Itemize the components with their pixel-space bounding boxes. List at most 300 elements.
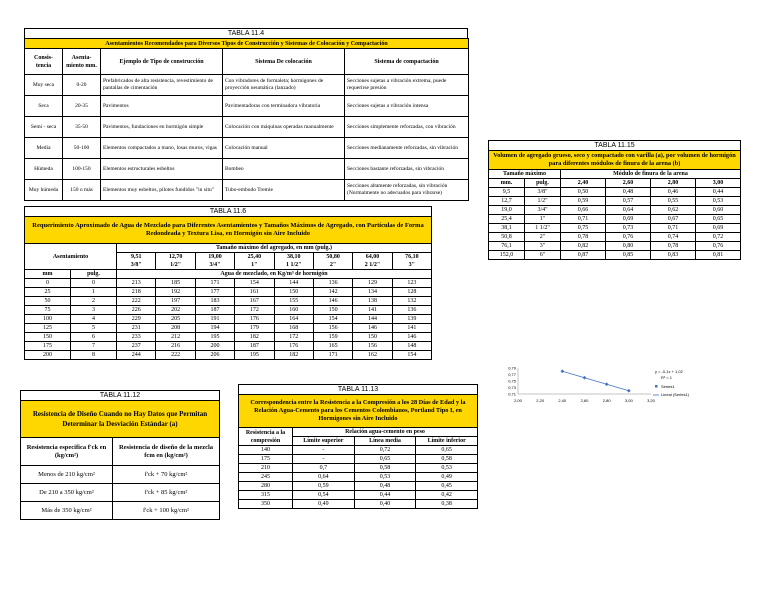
table-cell: Pavimentos, fundaciones en hormigón simple: [101, 117, 223, 138]
table-row: [25, 180, 469, 201]
table-cell: Prefabricados de alta resistencia, revestimiento de pantallas de cimentación: [101, 75, 223, 96]
table-cell: 226: [117, 306, 156, 315]
table-row: [25, 75, 469, 96]
table-cell: 206: [195, 351, 234, 360]
table-caption: TABLA 11.12: [20, 390, 220, 400]
table-cell: 171: [313, 351, 352, 360]
table-cell: f'ck + 100 kg/cm²: [113, 502, 220, 520]
y-tick-label: 0,77: [508, 372, 516, 377]
trendline-r2: R² = 1: [661, 375, 673, 380]
data-point: [583, 376, 587, 380]
table-cell: 146: [353, 324, 392, 333]
table-cell: 208: [156, 324, 195, 333]
table-cell: 1/2": [525, 197, 561, 206]
table-title: Asentamientos Recomendados para Diversos Tipos de Construcción y Sistemas de Colocación y Compactación: [25, 39, 469, 49]
table-cell: 194: [195, 324, 234, 333]
table-cell: 0,58: [416, 455, 478, 464]
table-cell: 3": [525, 242, 561, 251]
table-cell: 0,7: [293, 464, 355, 473]
table-row: [21, 466, 220, 484]
table-cell: 245: [239, 473, 293, 482]
table-cell: 0,59: [561, 197, 606, 206]
table-cell: 9,5: [489, 188, 525, 197]
table-cell: 1 1/2": [525, 224, 561, 233]
table-cell: 0,44: [696, 188, 741, 197]
table-cell: 0,54: [293, 491, 355, 500]
table-cell: 159: [313, 333, 352, 342]
table-cell: 154: [392, 351, 431, 360]
modulo-header: Módulo de finura de la arena: [561, 170, 741, 179]
table-cell: 25,4: [489, 215, 525, 224]
table-cell: 150: [353, 333, 392, 342]
data-point: [605, 382, 609, 386]
tamano-header: Tamaño máximo: [489, 170, 561, 179]
table-cell: 244: [117, 351, 156, 360]
table-cell: 176: [274, 342, 313, 351]
size-header: [117, 253, 156, 270]
modulo-value: 2,60: [606, 179, 651, 188]
table-cell: 0,57: [606, 197, 651, 206]
table-row: [25, 306, 432, 315]
table-row: [25, 342, 432, 351]
table-cell: 144: [274, 279, 313, 288]
table-cell: 156: [313, 324, 352, 333]
table-cell: 0,49: [416, 473, 478, 482]
mm-header: mm: [25, 270, 71, 279]
table-cell: 141: [392, 324, 431, 333]
modulo-value: 2,40: [561, 179, 606, 188]
table-cell: 202: [156, 306, 195, 315]
size-inch: 3/8": [130, 262, 142, 268]
table-cell: 5: [71, 324, 117, 333]
table-cell: 150: [25, 333, 71, 342]
y-tick-label: 0,71: [508, 391, 516, 397]
table-cell: 175: [239, 455, 293, 464]
table-cell: 0: [25, 279, 71, 288]
table-cell: 213: [117, 279, 156, 288]
table-cell: 156: [353, 342, 392, 351]
table-cell: 222: [156, 351, 195, 360]
table-11-13: [238, 384, 478, 509]
table-row: [21, 484, 220, 502]
x-tick-label: 3,20: [647, 398, 655, 403]
table-cell: 152,0: [489, 251, 525, 260]
table-cell: Menos de 210 kg/cm²: [21, 466, 113, 484]
data-point: [627, 389, 631, 393]
table-cell: 200: [195, 342, 234, 351]
table-cell: 0,64: [606, 206, 651, 215]
modulo-value: 3,00: [696, 179, 741, 188]
column-header: Sistema de compactación: [345, 49, 469, 75]
table-cell: 179: [235, 324, 274, 333]
table-cell: 164: [274, 315, 313, 324]
table-cell: 182: [274, 351, 313, 360]
table-cell: 0,53: [354, 473, 416, 482]
table-cell: 176: [235, 315, 274, 324]
table-cell: Elementos muy esbeltos, pilotes fundidos "in situ": [101, 180, 223, 201]
table-row: [239, 473, 478, 482]
table-cell: 0,75: [561, 224, 606, 233]
table-cell: 315: [239, 491, 293, 500]
table-row: [25, 297, 432, 306]
table-cell: 100: [25, 315, 71, 324]
table-cell: 125: [25, 324, 71, 333]
column-header: Sistema De colocación: [223, 49, 345, 75]
table-cell: 129: [353, 279, 392, 288]
table-cell: 50,8: [489, 233, 525, 242]
diseno-header: Resistencia de diseño de la mezcla fcm en (kg/cm²): [113, 438, 220, 466]
size-inch: 3": [408, 262, 415, 268]
table-cell: Muy seca: [25, 75, 63, 96]
size-header: [195, 253, 234, 270]
table-cell: Con vibradores de formaleta; hormigones de proyección neumática (lanzado): [223, 75, 345, 96]
resistencia-header: Resistencia a la compresión: [239, 428, 293, 446]
table-row: [489, 206, 741, 215]
table-cell: 1: [71, 288, 117, 297]
size-header: [274, 253, 313, 270]
table-row: [25, 351, 432, 360]
table-cell: 0,48: [354, 482, 416, 491]
table-cell: -: [293, 455, 355, 464]
table-cell: 167: [235, 297, 274, 306]
y-tick-label: 0,73: [508, 385, 516, 390]
table-cell: 0,76: [606, 233, 651, 242]
table-cell: 0,46: [651, 188, 696, 197]
size-header: [156, 253, 195, 270]
table-cell: 2: [71, 297, 117, 306]
table-cell: 205: [156, 315, 195, 324]
table-cell: 0,40: [354, 500, 416, 509]
table-cell: 139: [392, 315, 431, 324]
size-mm: 76,10: [405, 254, 419, 260]
legend-trendline: Lineal (Series1): [661, 392, 690, 397]
size-inch: 1 1/2": [285, 262, 302, 268]
table-cell: 172: [274, 333, 313, 342]
table-cell: Colocación con máquinas operadas manualmente: [223, 117, 345, 138]
table-cell: Húmeda: [25, 159, 63, 180]
table-cell: 1": [525, 215, 561, 224]
table-row: [489, 188, 741, 197]
table-cell: 20-35: [63, 96, 101, 117]
table-cell: Bombeo: [223, 159, 345, 180]
size-header: [235, 253, 274, 270]
table-cell: Elementos estructurales esbeltos: [101, 159, 223, 180]
size-inch: 1": [251, 262, 258, 268]
table-cell: 154: [235, 279, 274, 288]
table-cell: Secciones bastante reforzadas, sin vibración: [345, 159, 469, 180]
table-cell: 75: [25, 306, 71, 315]
table-cell: Pavimentos: [101, 96, 223, 117]
size-inch: 2 1/2": [364, 262, 381, 268]
table-cell: 0,64: [293, 473, 355, 482]
table-cell: 0,65: [354, 455, 416, 464]
scatter-chart: [488, 364, 741, 404]
table-cell: 35-50: [63, 117, 101, 138]
size-inch: 2": [329, 262, 337, 268]
size-header: [392, 253, 431, 270]
column-header: Límite inferior: [416, 437, 478, 446]
table-cell: 128: [392, 288, 431, 297]
table-row: [21, 502, 220, 520]
table-cell: 0,67: [651, 215, 696, 224]
table-cell: 0,60: [696, 206, 741, 215]
table-cell: 0,53: [416, 464, 478, 473]
table-cell: f'ck + 70 kg/cm²: [113, 466, 220, 484]
table-cell: f'ck + 85 kg/cm²: [113, 484, 220, 502]
table-cell: 146: [313, 297, 352, 306]
size-mm: 12,70: [168, 254, 183, 260]
size-header: [353, 253, 392, 270]
table-cell: 191: [195, 315, 234, 324]
size-inch: 1/2": [170, 262, 182, 268]
table-cell: 150: [313, 306, 352, 315]
table-cell: Secciones sujetas a vibración intensa: [345, 96, 469, 117]
column-header: Línea media: [354, 437, 416, 446]
table-row: [25, 96, 469, 117]
table-cell: 2": [525, 233, 561, 242]
legend-series: Series1: [661, 384, 675, 389]
table-cell: 0,69: [606, 215, 651, 224]
table-cell: Tubo-embudo Tremie: [223, 180, 345, 201]
table-cell: 162: [353, 351, 392, 360]
table-row: [239, 446, 478, 455]
agua-header: Agua de mezclado, en Kg/m³ de hormigón: [117, 270, 432, 279]
table-cell: 140: [239, 446, 293, 455]
table-cell: 3: [71, 306, 117, 315]
table-cell: 0,65: [416, 446, 478, 455]
table-row: [239, 482, 478, 491]
table-cell: 185: [156, 279, 195, 288]
table-row: [239, 491, 478, 500]
table-cell: 0,48: [606, 188, 651, 197]
table-cell: Seca: [25, 96, 63, 117]
table-row: [25, 315, 432, 324]
table-cell: 0,45: [416, 482, 478, 491]
table-cell: Secciones medianamente reforzadas, sin vibración: [345, 138, 469, 159]
table-cell: Pavimentadoras con terminadora vibratoria: [223, 96, 345, 117]
table-cell: 0,53: [696, 197, 741, 206]
table-cell: 148: [392, 342, 431, 351]
size-mm: 25,40: [247, 254, 262, 260]
table-row: [25, 288, 432, 297]
table-row: [489, 197, 741, 206]
table-cell: Secciones simplemente reforzadas, con vibración: [345, 117, 469, 138]
table-cell: 0,80: [606, 242, 651, 251]
table-cell: Secciones sujetas a vibración extrema, puede requerirse presión: [345, 75, 469, 96]
table-cell: 19,0: [489, 206, 525, 215]
table-caption: TABLA 11.4: [24, 28, 468, 38]
table-11-6: [24, 206, 432, 360]
table-cell: 0,71: [651, 224, 696, 233]
table-cell: 0,69: [696, 224, 741, 233]
table-cell: 150 o más: [63, 180, 101, 201]
modulo-value: 2,80: [651, 179, 696, 188]
asentamiento-header: Asentamiento: [25, 244, 117, 270]
table-cell: 161: [235, 288, 274, 297]
table-cell: 0,73: [606, 224, 651, 233]
table-cell: 76,1: [489, 242, 525, 251]
size-mm: 50,80: [326, 254, 340, 260]
table-cell: De 210 a 350 kg/cm²: [21, 484, 113, 502]
table-cell: 136: [313, 279, 352, 288]
table-cell: 136: [392, 306, 431, 315]
table-cell: 0,71: [561, 215, 606, 224]
legend-marker: [655, 385, 658, 388]
table-row: [25, 324, 432, 333]
table-cell: 25: [25, 288, 71, 297]
table-cell: 210: [239, 464, 293, 473]
table-cell: 216: [156, 342, 195, 351]
table-cell: 0,78: [561, 233, 606, 242]
table-cell: 0,55: [651, 197, 696, 206]
table-row: [489, 242, 741, 251]
table-row: [489, 215, 741, 224]
table-title: Correspondencia entre la Resistencia a la Compresión a los 28 Días de Edad y la Relación Agua-Cemento para los Cementos Colombianos, Portland Tipo I, en Hormigones sin Aire Incluido: [239, 395, 478, 428]
x-tick-label: 2,40: [558, 398, 567, 403]
table-title: Volumen de agregado grueso, seco y compactado con varilla (a), por volumen de hormigón para diferentes módulos de finura de la arena (b): [489, 151, 741, 170]
table-cell: 0,42: [416, 491, 478, 500]
table-cell: 350: [239, 500, 293, 509]
table-cell: 0,83: [651, 251, 696, 260]
table-cell: 4: [71, 315, 117, 324]
tmax-header: Tamaño máximo del agregado, en mm (pulg.): [117, 244, 432, 253]
table-cell: 0,82: [561, 242, 606, 251]
table-cell: Elementos compactados a mano, losas muros, vigas: [101, 138, 223, 159]
table-cell: 187: [195, 306, 234, 315]
table-cell: 0,58: [354, 464, 416, 473]
table-cell: 233: [117, 333, 156, 342]
table-cell: 138: [353, 297, 392, 306]
trendline-equation: y = -0,1x + 1,02: [655, 369, 683, 374]
table-cell: 237: [117, 342, 156, 351]
table-cell: 168: [274, 324, 313, 333]
table-caption: TABLA 11.13: [238, 384, 478, 394]
x-tick-label: 2,60: [580, 398, 589, 403]
table-row: [25, 333, 432, 342]
mm-header: mm.: [489, 179, 525, 188]
table-cell: 0,72: [696, 233, 741, 242]
table-cell: 165: [313, 342, 352, 351]
table-cell: 0,72: [354, 446, 416, 455]
pulg-header: pulg.: [71, 270, 117, 279]
table-cell: 0,65: [696, 215, 741, 224]
table-cell: Colocación manual: [223, 138, 345, 159]
table-row: [25, 138, 469, 159]
column-header: Consis-tencia: [25, 49, 63, 75]
table-cell: 123: [392, 279, 431, 288]
table-row: [239, 464, 478, 473]
table-cell: 0,50: [561, 188, 606, 197]
table-cell: 50-100: [63, 138, 101, 159]
table-cell: 0: [71, 279, 117, 288]
table-cell: 280: [239, 482, 293, 491]
table-cell: 154: [313, 315, 352, 324]
table-cell: 134: [353, 288, 392, 297]
table-cell: 218: [117, 288, 156, 297]
table-11-4: [24, 28, 468, 201]
table-cell: 0,49: [293, 500, 355, 509]
table-cell: 0,87: [561, 251, 606, 260]
table-row: [25, 279, 432, 288]
table-cell: 7: [71, 342, 117, 351]
table-cell: 146: [392, 333, 431, 342]
table-cell: 150: [274, 288, 313, 297]
table-cell: 182: [235, 333, 274, 342]
table-cell: 160: [274, 306, 313, 315]
table-row: [239, 500, 478, 509]
y-tick-label: 0,75: [508, 378, 516, 384]
trendline: [562, 371, 629, 391]
table-cell: 100-150: [63, 159, 101, 180]
x-tick-label: 2,80: [602, 398, 611, 403]
column-header: Ejemplo de Tipo de construcción: [101, 49, 223, 75]
table-cell: 171: [195, 279, 234, 288]
table-11-12: [20, 390, 220, 520]
table-cell: 144: [353, 315, 392, 324]
size-mm: 38,10: [286, 254, 301, 260]
table-cell: 0,81: [696, 251, 741, 260]
table-cell: 195: [235, 351, 274, 360]
table-cell: -: [293, 446, 355, 455]
table-row: [25, 117, 469, 138]
size-header: [313, 253, 352, 270]
table-cell: 187: [235, 342, 274, 351]
table-cell: 38,1: [489, 224, 525, 233]
size-mm: 64,00: [365, 254, 380, 260]
table-cell: 197: [156, 297, 195, 306]
table-cell: 3/4": [525, 206, 561, 215]
table-cell: Más de 350 kg/cm²: [21, 502, 113, 520]
table-cell: Semi - seca: [25, 117, 63, 138]
table-cell: 200: [25, 351, 71, 360]
table-cell: 0-20: [63, 75, 101, 96]
table-cell: 155: [274, 297, 313, 306]
table-cell: 177: [195, 288, 234, 297]
table-cell: 229: [117, 315, 156, 324]
x-tick-label: 2,00: [514, 398, 522, 403]
table-cell: 12,7: [489, 197, 525, 206]
table-row: [25, 159, 469, 180]
size-mm: 19,00: [208, 254, 222, 260]
size-inch: 3/4": [209, 262, 221, 268]
table-title: Requerimiento Aproximado de Agua de Mezclado para Diferentes Asentamientos y Tamaños Máximos de Agregado, con Partículas de Forma Redondeada y Textura Lisa, en Hormigón sin Aire Incluido: [25, 217, 432, 244]
column-header: Asenta-miento mm.: [63, 49, 101, 75]
table-row: [489, 251, 741, 260]
x-tick-label: 3,00: [624, 398, 633, 403]
table-row: [239, 455, 478, 464]
table-cell: 6": [525, 251, 561, 260]
table-cell: 212: [156, 333, 195, 342]
table-caption: TABLA 11.6: [24, 206, 432, 216]
table-cell: 0,76: [696, 242, 741, 251]
table-cell: 0,59: [293, 482, 355, 491]
table-11-15: [488, 140, 741, 260]
size-mm: 9,51: [130, 254, 142, 260]
table-cell: 192: [156, 288, 195, 297]
relacion-header: Relación agua-cemento en peso: [293, 428, 478, 437]
table-cell: Secciones altamente reforzadas, sin vibración (Normalmente no adecuados para vibrarse): [345, 180, 469, 201]
table-row: [489, 224, 741, 233]
table-cell: 3/8": [525, 188, 561, 197]
pulg-header: pulg.: [525, 179, 561, 188]
data-point: [560, 369, 564, 373]
table-cell: 0,66: [561, 206, 606, 215]
table-cell: 141: [353, 306, 392, 315]
table-row: [489, 233, 741, 242]
table-caption: TABLA 11.15: [488, 140, 741, 150]
table-cell: 172: [235, 306, 274, 315]
table-cell: 132: [392, 297, 431, 306]
